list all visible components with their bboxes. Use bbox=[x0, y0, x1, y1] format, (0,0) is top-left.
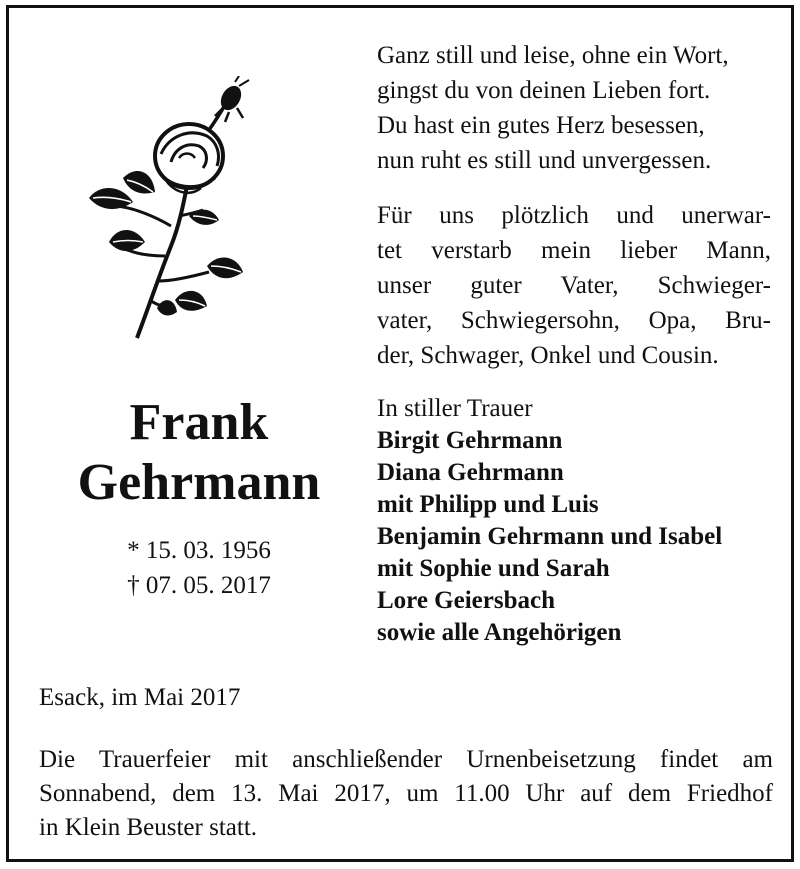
verse-line: Ganz still und leise, ohne ein Wort, bbox=[377, 42, 729, 69]
funeral-service-notice bbox=[39, 743, 773, 845]
mourner-name: Lore Geiersbach bbox=[377, 587, 555, 614]
announcement-line: vater, Schwiegersohn, Opa, Bru- bbox=[377, 307, 771, 334]
deceased-name bbox=[39, 393, 359, 513]
rose-icon bbox=[79, 76, 269, 348]
announcement-line: tet verstarb mein lieber Mann, bbox=[377, 237, 771, 264]
verse-line: Du hast ein gutes Herz besessen, bbox=[377, 112, 705, 139]
service-line: in Klein Beuster statt. bbox=[39, 814, 258, 841]
mourning-intro: In stiller Trauer bbox=[377, 395, 533, 422]
verse bbox=[377, 38, 775, 178]
mourners-list bbox=[377, 393, 787, 649]
mourner-name: Birgit Gehrmann bbox=[377, 427, 563, 454]
service-line: Die Trauerfeier mit anschließender Urnenbeisetzung findet am bbox=[39, 746, 773, 773]
mourner-name: Diana Gehrmann bbox=[377, 459, 564, 486]
verse-line: gingst du von deinen Lieben fort. bbox=[377, 77, 711, 104]
mourner-name: Benjamin Gehrmann und Isabel bbox=[377, 523, 723, 550]
mourner-name: mit Philipp und Luis bbox=[377, 491, 599, 518]
death-announcement bbox=[377, 198, 771, 373]
first-name: Frank bbox=[129, 394, 269, 451]
verse-line: nun ruht es still und unvergessen. bbox=[377, 147, 712, 174]
life-dates bbox=[39, 533, 359, 603]
announcement-line: der, Schwager, Onkel und Cousin. bbox=[377, 342, 719, 369]
last-name: Gehrmann bbox=[77, 454, 321, 511]
announcement-line: unser guter Vater, Schwieger- bbox=[377, 272, 771, 299]
obituary-frame bbox=[6, 5, 794, 862]
place-date: Esack, im Mai 2017 bbox=[39, 684, 241, 711]
service-line: Sonnabend, dem 13. Mai 2017, um 11.00 Uhr auf dem Friedhof bbox=[39, 780, 773, 807]
mourner-name: mit Sophie und Sarah bbox=[377, 555, 610, 582]
birth-date: * 15. 03. 1956 bbox=[127, 537, 271, 564]
mourner-name: sowie alle Angehörigen bbox=[377, 619, 622, 646]
death-date: † 07. 05. 2017 bbox=[127, 572, 271, 599]
announcement-line: Für uns plötzlich und unerwar- bbox=[377, 202, 771, 229]
